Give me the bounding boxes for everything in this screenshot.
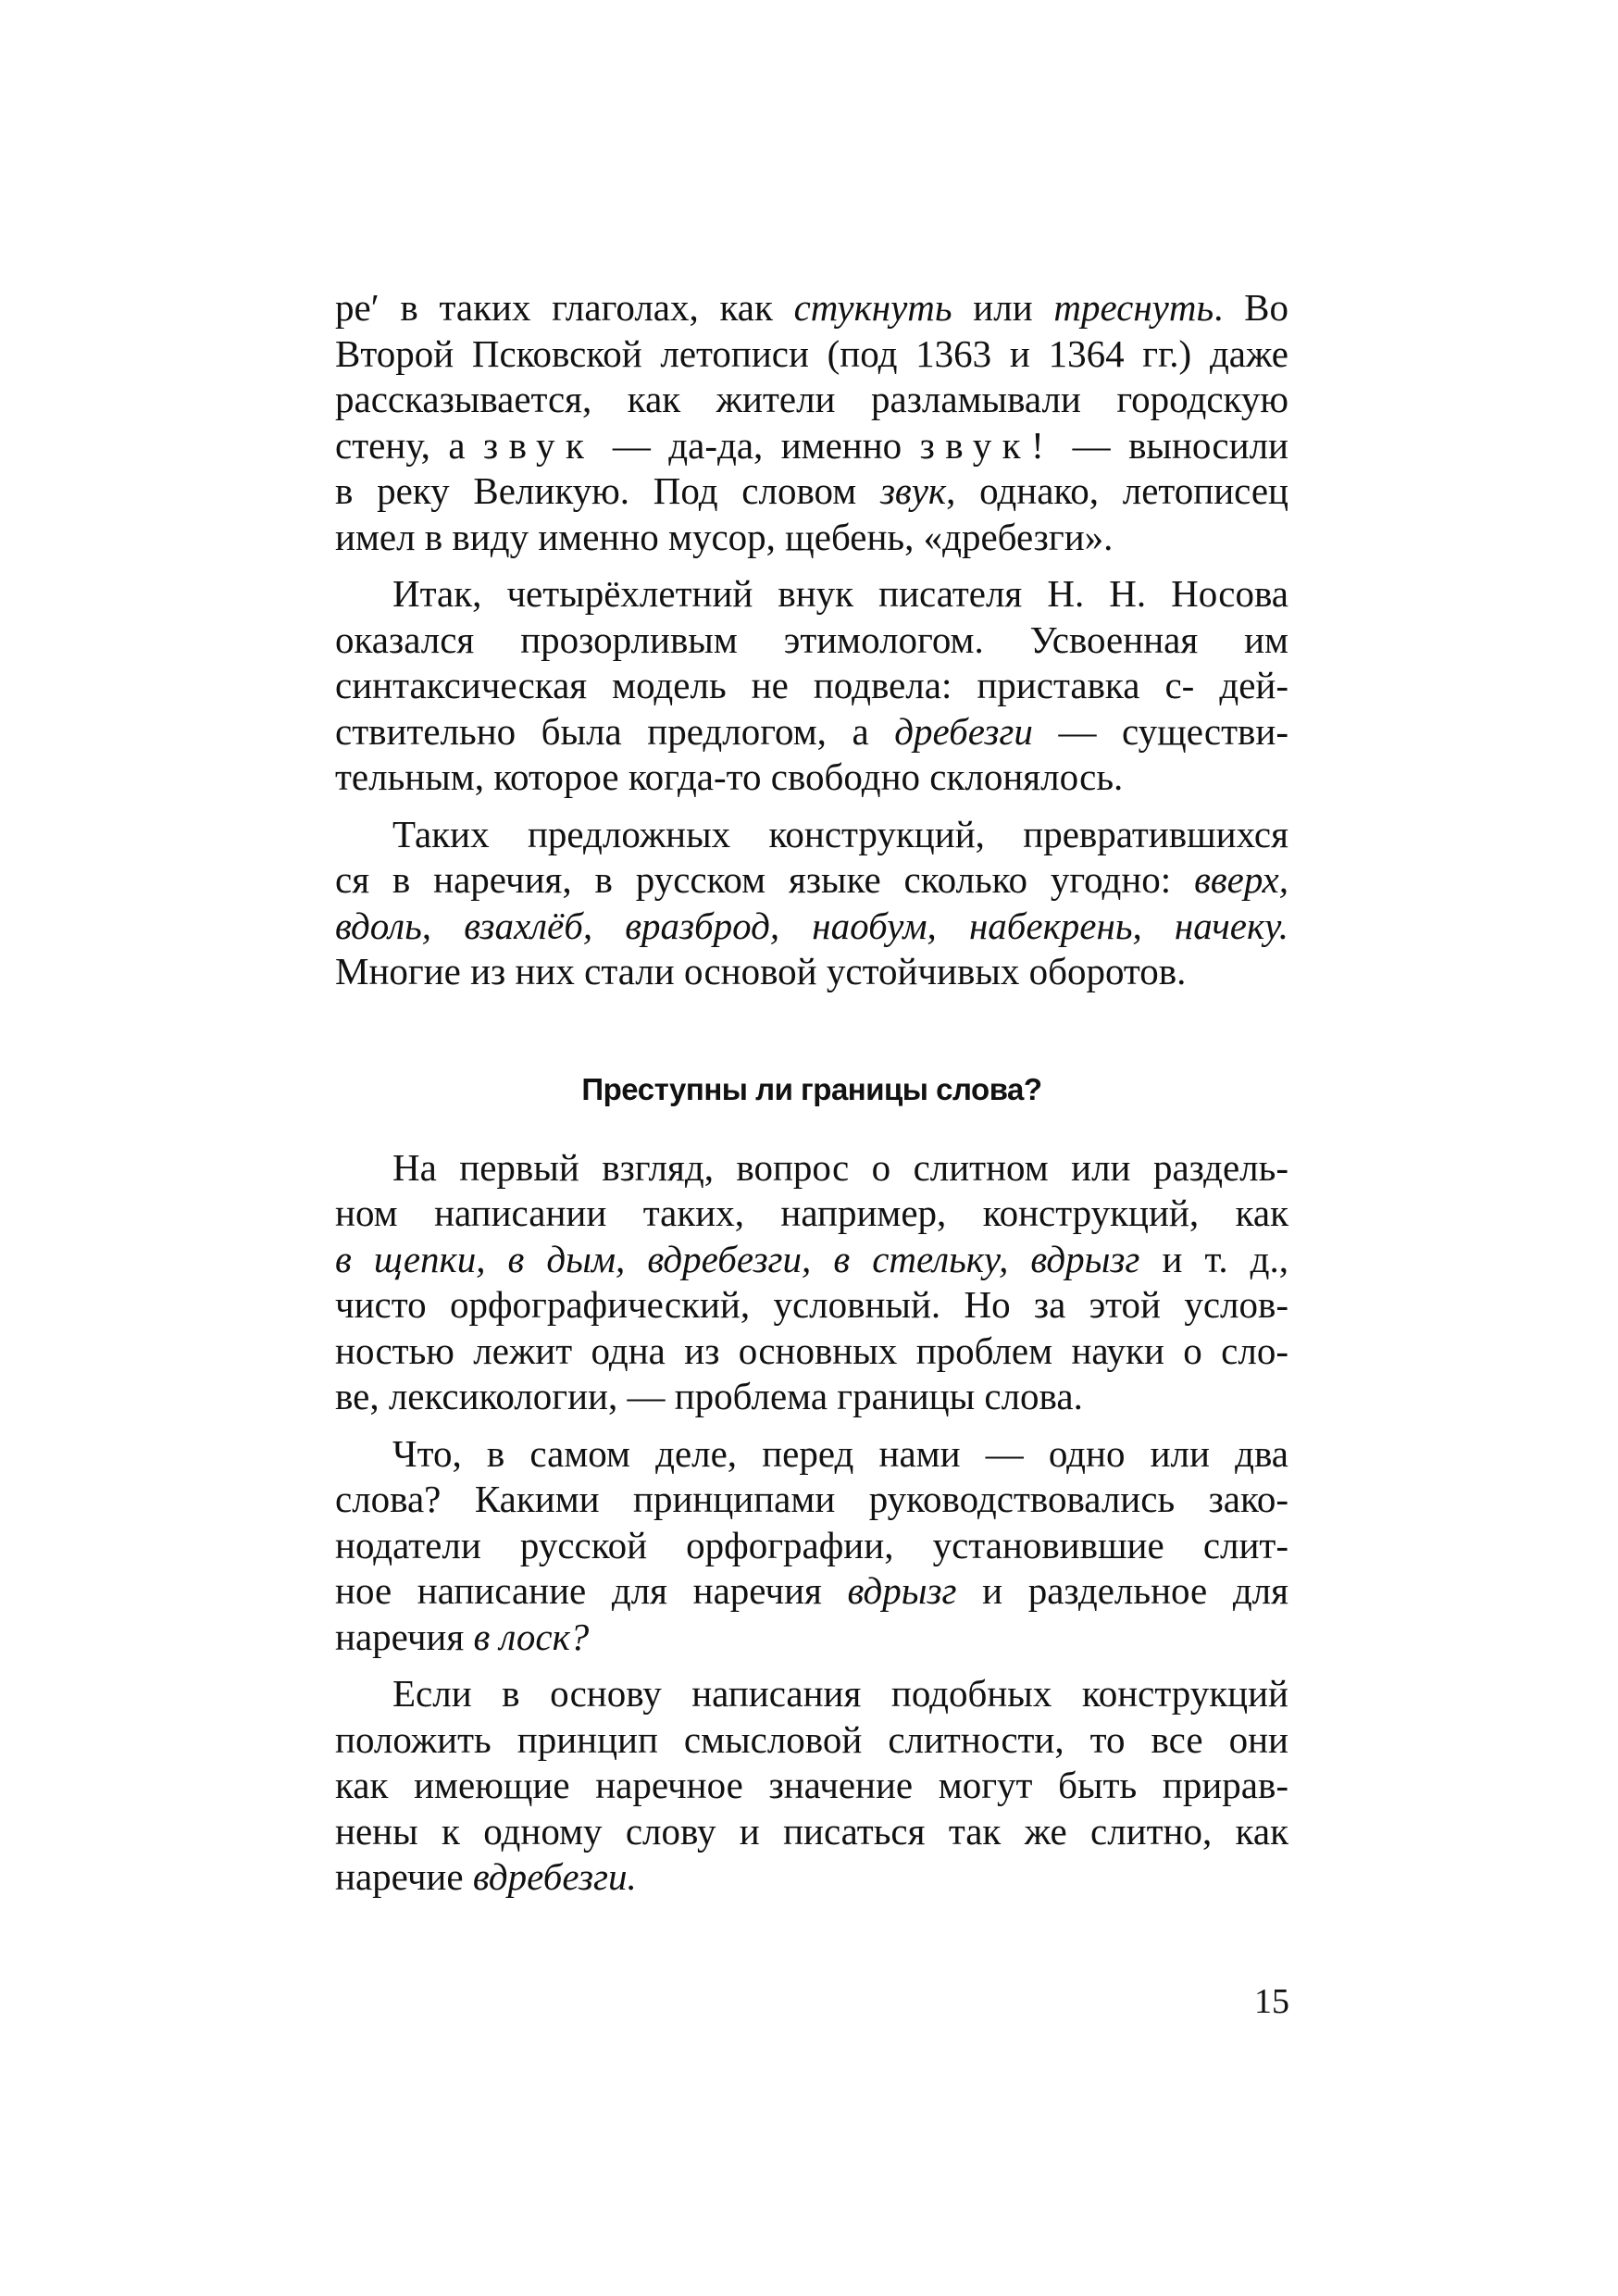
text-run: в реку Великую. Под словом bbox=[335, 469, 880, 512]
paragraph-3-line-2 bbox=[335, 857, 1288, 904]
paragraph-6-line-2: положить принцип смысловой слитности, то все они bbox=[335, 1717, 1288, 1761]
page-number: 15 bbox=[1254, 1982, 1289, 2021]
text-run: ствительно была предлогом, а bbox=[335, 709, 895, 753]
paragraph-6-line-4: нены к одному слову и писаться так же слитно, как bbox=[335, 1809, 1288, 1853]
section-heading: Преступны ли границы слова? bbox=[581, 1071, 1042, 1106]
paragraph-5-line-2: слова? Какими принципами руководствовались зако- bbox=[335, 1478, 1288, 1520]
paragraph-3 bbox=[335, 812, 1288, 995]
paragraph-5-line-1: Что, в самом деле, перед нами — одно или два bbox=[392, 1431, 1288, 1475]
text-run: ное написание для наречия bbox=[335, 1569, 848, 1612]
paragraph-1-line-3: рассказывается, как жители разламывали городскую bbox=[335, 378, 1288, 420]
text-run: . Во bbox=[1214, 286, 1288, 329]
italic-word: вверх, bbox=[1194, 858, 1288, 901]
paragraph-2-line-1: Итак, четырёхлетний внук писателя Н. Н. Носова bbox=[392, 572, 1288, 615]
italic-word: в лоск? bbox=[473, 1615, 590, 1658]
paragraph-5-line-3: нодатели русской орфографии, установившие слит- bbox=[335, 1523, 1288, 1566]
text-run: , однако, летописец bbox=[946, 469, 1288, 512]
paragraph-6-line-5 bbox=[335, 1854, 1288, 1901]
text-run: — существи- bbox=[1032, 709, 1288, 753]
text-run: и т. д., bbox=[1139, 1237, 1289, 1280]
paragraph-2-line-2: оказался прозорливым этимологом. Усвоенная им bbox=[335, 618, 1288, 661]
paragraph-3-line-1: Таких предложных конструкций, превратившихся bbox=[392, 812, 1288, 855]
paragraph-1-line-4 bbox=[335, 423, 1288, 469]
paragraph-1-line-5 bbox=[335, 468, 1288, 515]
paragraph-3-line-4: Многие из них стали основой устойчивых оборотов. bbox=[335, 950, 1187, 992]
paragraph-2-line-3: синтаксическая модель не подвела: приставка с- дей- bbox=[335, 664, 1288, 706]
italic-word-list: в щепки, в дым, вдребезги, в стельку, вдрызг bbox=[335, 1237, 1140, 1280]
italic-word: вдребезги. bbox=[472, 1855, 637, 1898]
spaced-word: звук bbox=[482, 423, 595, 467]
book-page-text bbox=[335, 285, 1288, 1901]
text-run: ся в наречия, в русском языке сколько угодно: bbox=[335, 858, 1195, 901]
paragraph-4-line-5: ностью лежит одна из основных проблем науки о сло- bbox=[335, 1329, 1288, 1372]
text-run: стену, а bbox=[335, 423, 483, 467]
paragraph-5-line-5 bbox=[335, 1615, 1288, 1661]
italic-word-list: вдоль, взахлёб, вразброд, наобум, набекрень, начеку. bbox=[335, 904, 1288, 947]
paragraph-6-line-1: Если в основу написания подобных конструкций bbox=[392, 1672, 1288, 1715]
paragraph-4 bbox=[335, 1145, 1288, 1420]
paragraph-4-line-1: На первый взгляд, вопрос о слитном или раздель- bbox=[392, 1145, 1288, 1189]
paragraph-4-line-2: ном написании таких, например, конструкций, как bbox=[335, 1192, 1288, 1234]
paragraph-6 bbox=[335, 1671, 1288, 1901]
text-run: или bbox=[952, 286, 1054, 329]
italic-word: дребезги bbox=[894, 709, 1033, 753]
text-run: и раздельное для bbox=[956, 1569, 1288, 1612]
paragraph-1-line-2: Второй Псковской летописи (под 1363 и 1364 гг.) даже bbox=[335, 331, 1288, 375]
spaced-word: звук! bbox=[919, 423, 1055, 467]
text-run: — выносили bbox=[1054, 423, 1288, 467]
paragraph-1-line-6: имел в виду именно мусор, щебень, «дребезги». bbox=[335, 515, 1114, 558]
paragraph-5 bbox=[335, 1431, 1288, 1661]
paragraph-4-line-3 bbox=[335, 1237, 1288, 1283]
paragraph-3-line-3 bbox=[335, 904, 1288, 950]
italic-word: треснуть bbox=[1053, 286, 1214, 329]
paragraph-2-line-5: тельным, которое когда-то свободно склонялось. bbox=[335, 755, 1124, 798]
paragraph-4-line-4: чисто орфографический, условный. Но за этой услов- bbox=[335, 1283, 1288, 1326]
text-run: ре′ в таких глаголах, как bbox=[335, 286, 794, 329]
text-run: — да-да, именно bbox=[594, 423, 920, 467]
italic-word: стукнуть bbox=[793, 286, 952, 329]
italic-word: звук bbox=[879, 469, 947, 512]
text-run: наречия bbox=[335, 1615, 474, 1658]
paragraph-2 bbox=[335, 571, 1288, 801]
text-run: наречие bbox=[335, 1855, 473, 1898]
paragraph-6-line-3: как имеющие наречное значение могут быть прирав- bbox=[335, 1764, 1288, 1806]
italic-word: вдрызг bbox=[847, 1569, 957, 1612]
paragraph-4-line-6: ве, лексикологии, — проблема границы слова. bbox=[335, 1375, 1083, 1417]
paragraph-2-line-4 bbox=[335, 709, 1288, 755]
paragraph-1-line-1 bbox=[335, 285, 1288, 331]
paragraph-5-line-4 bbox=[335, 1568, 1288, 1615]
paragraph-1 bbox=[335, 285, 1288, 560]
